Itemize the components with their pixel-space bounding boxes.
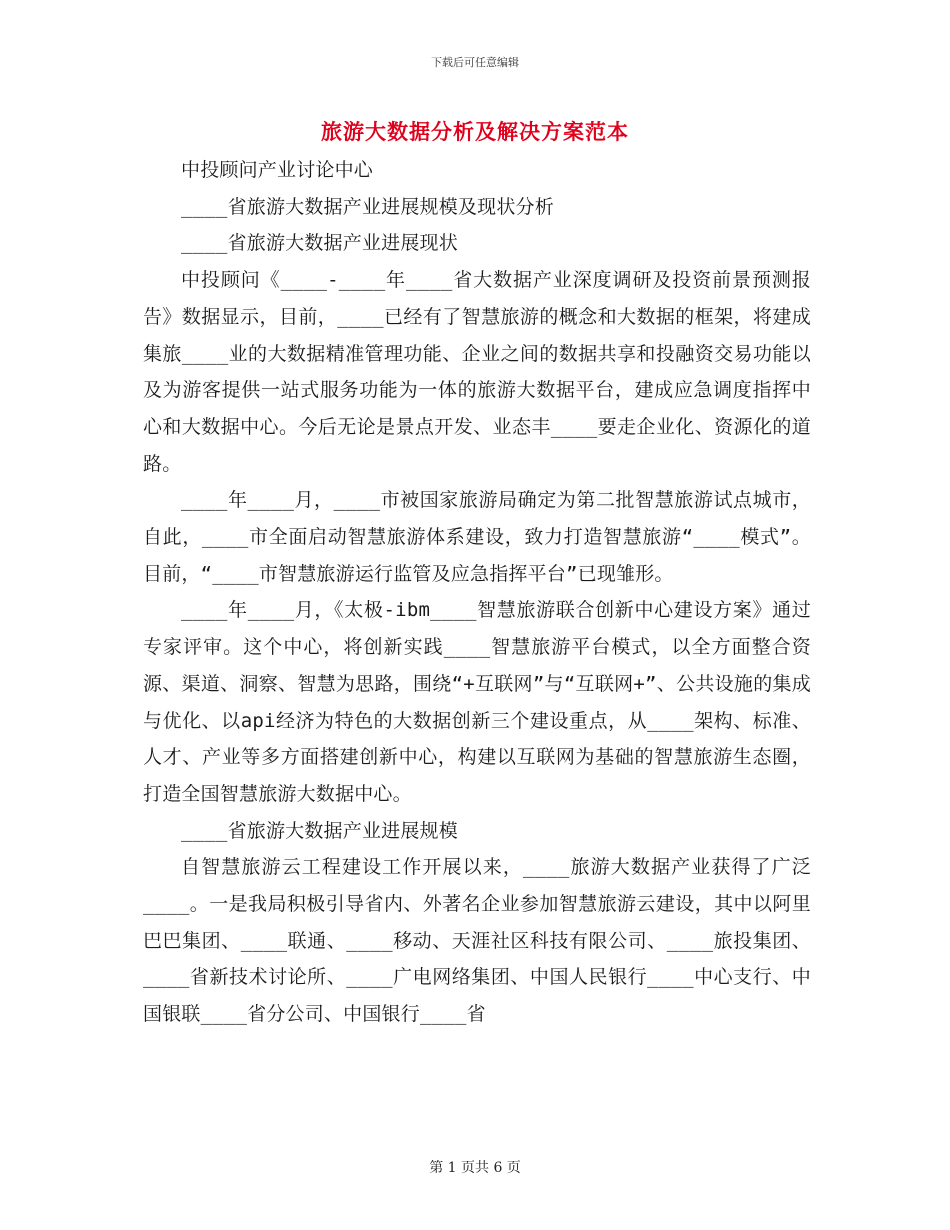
header-note: 下载后可任意编辑 (431, 56, 519, 69)
page-footer: 第 1 页共 6 页 (429, 1160, 521, 1176)
document-title: 旅游大数据分析及解决方案范本 (321, 120, 629, 144)
paragraph: ____省旅游大数据产业进展规模 (181, 819, 458, 842)
paragraph: ____省旅游大数据产业进展现状 (181, 232, 458, 255)
document-body (143, 152, 811, 1033)
paragraph: ____年____月，《太极-ibm____智慧旅游联合创新中心建设方案》通过专家评审。这个中心，将创新实践____智慧旅游平台模式，以全方面整合资源、渠道、洞察、智慧为思路，围绕“+互联网”与“互联网+”、公共设施的集成与优化、以api经济为特色的大数据创新三个建设重点，从____架构、标准、人才、产业等多方面搭建创新中心，构建以互联网为基础的智慧旅游生态圈，打造全国智慧旅游大数据中心。 (143, 599, 811, 805)
paragraph: 中投顾问《____-____年____省大数据产业深度调研及投资前景预测报告》数据显示，目前，____已经有了智慧旅游的概念和大数据的框架，将建成集旅____业的大数据精准管理功能、企业之间的数据共享和投融资交易功能以及为游客提供一站式服务功能为一体的旅游大数据平台，建成应急调度指挥中心和大数据中心。今后无论是景点开发、业态丰____要走企业化、资源化的道路。 (143, 269, 811, 475)
paragraph: 自智慧旅游云工程建设工作开展以来，____旅游大数据产业获得了广泛____。一是我局积极引导省内、外著名企业参加智慧旅游云建设，其中以阿里巴巴集团、____联通、____移动、天涯社区科技有限公司、____旅投集团、____省新技术讨论所、____广电网络集团、中国人民银行____中心支行、中国银联____省分公司、中国银行____省 (143, 856, 811, 1026)
paragraph: ____省旅游大数据产业进展规模及现状分析 (181, 195, 554, 218)
paragraph: ____年____月，____市被国家旅游局确定为第二批智慧旅游试点城市，自此，____市全面启动智慧旅游体系建设，致力打造智慧旅游“____模式”。目前，“____市智慧旅游运行监管及应急指挥平台”已现雏形。 (143, 489, 811, 585)
paragraph: 中投顾问产业讨论中心 (181, 159, 374, 181)
